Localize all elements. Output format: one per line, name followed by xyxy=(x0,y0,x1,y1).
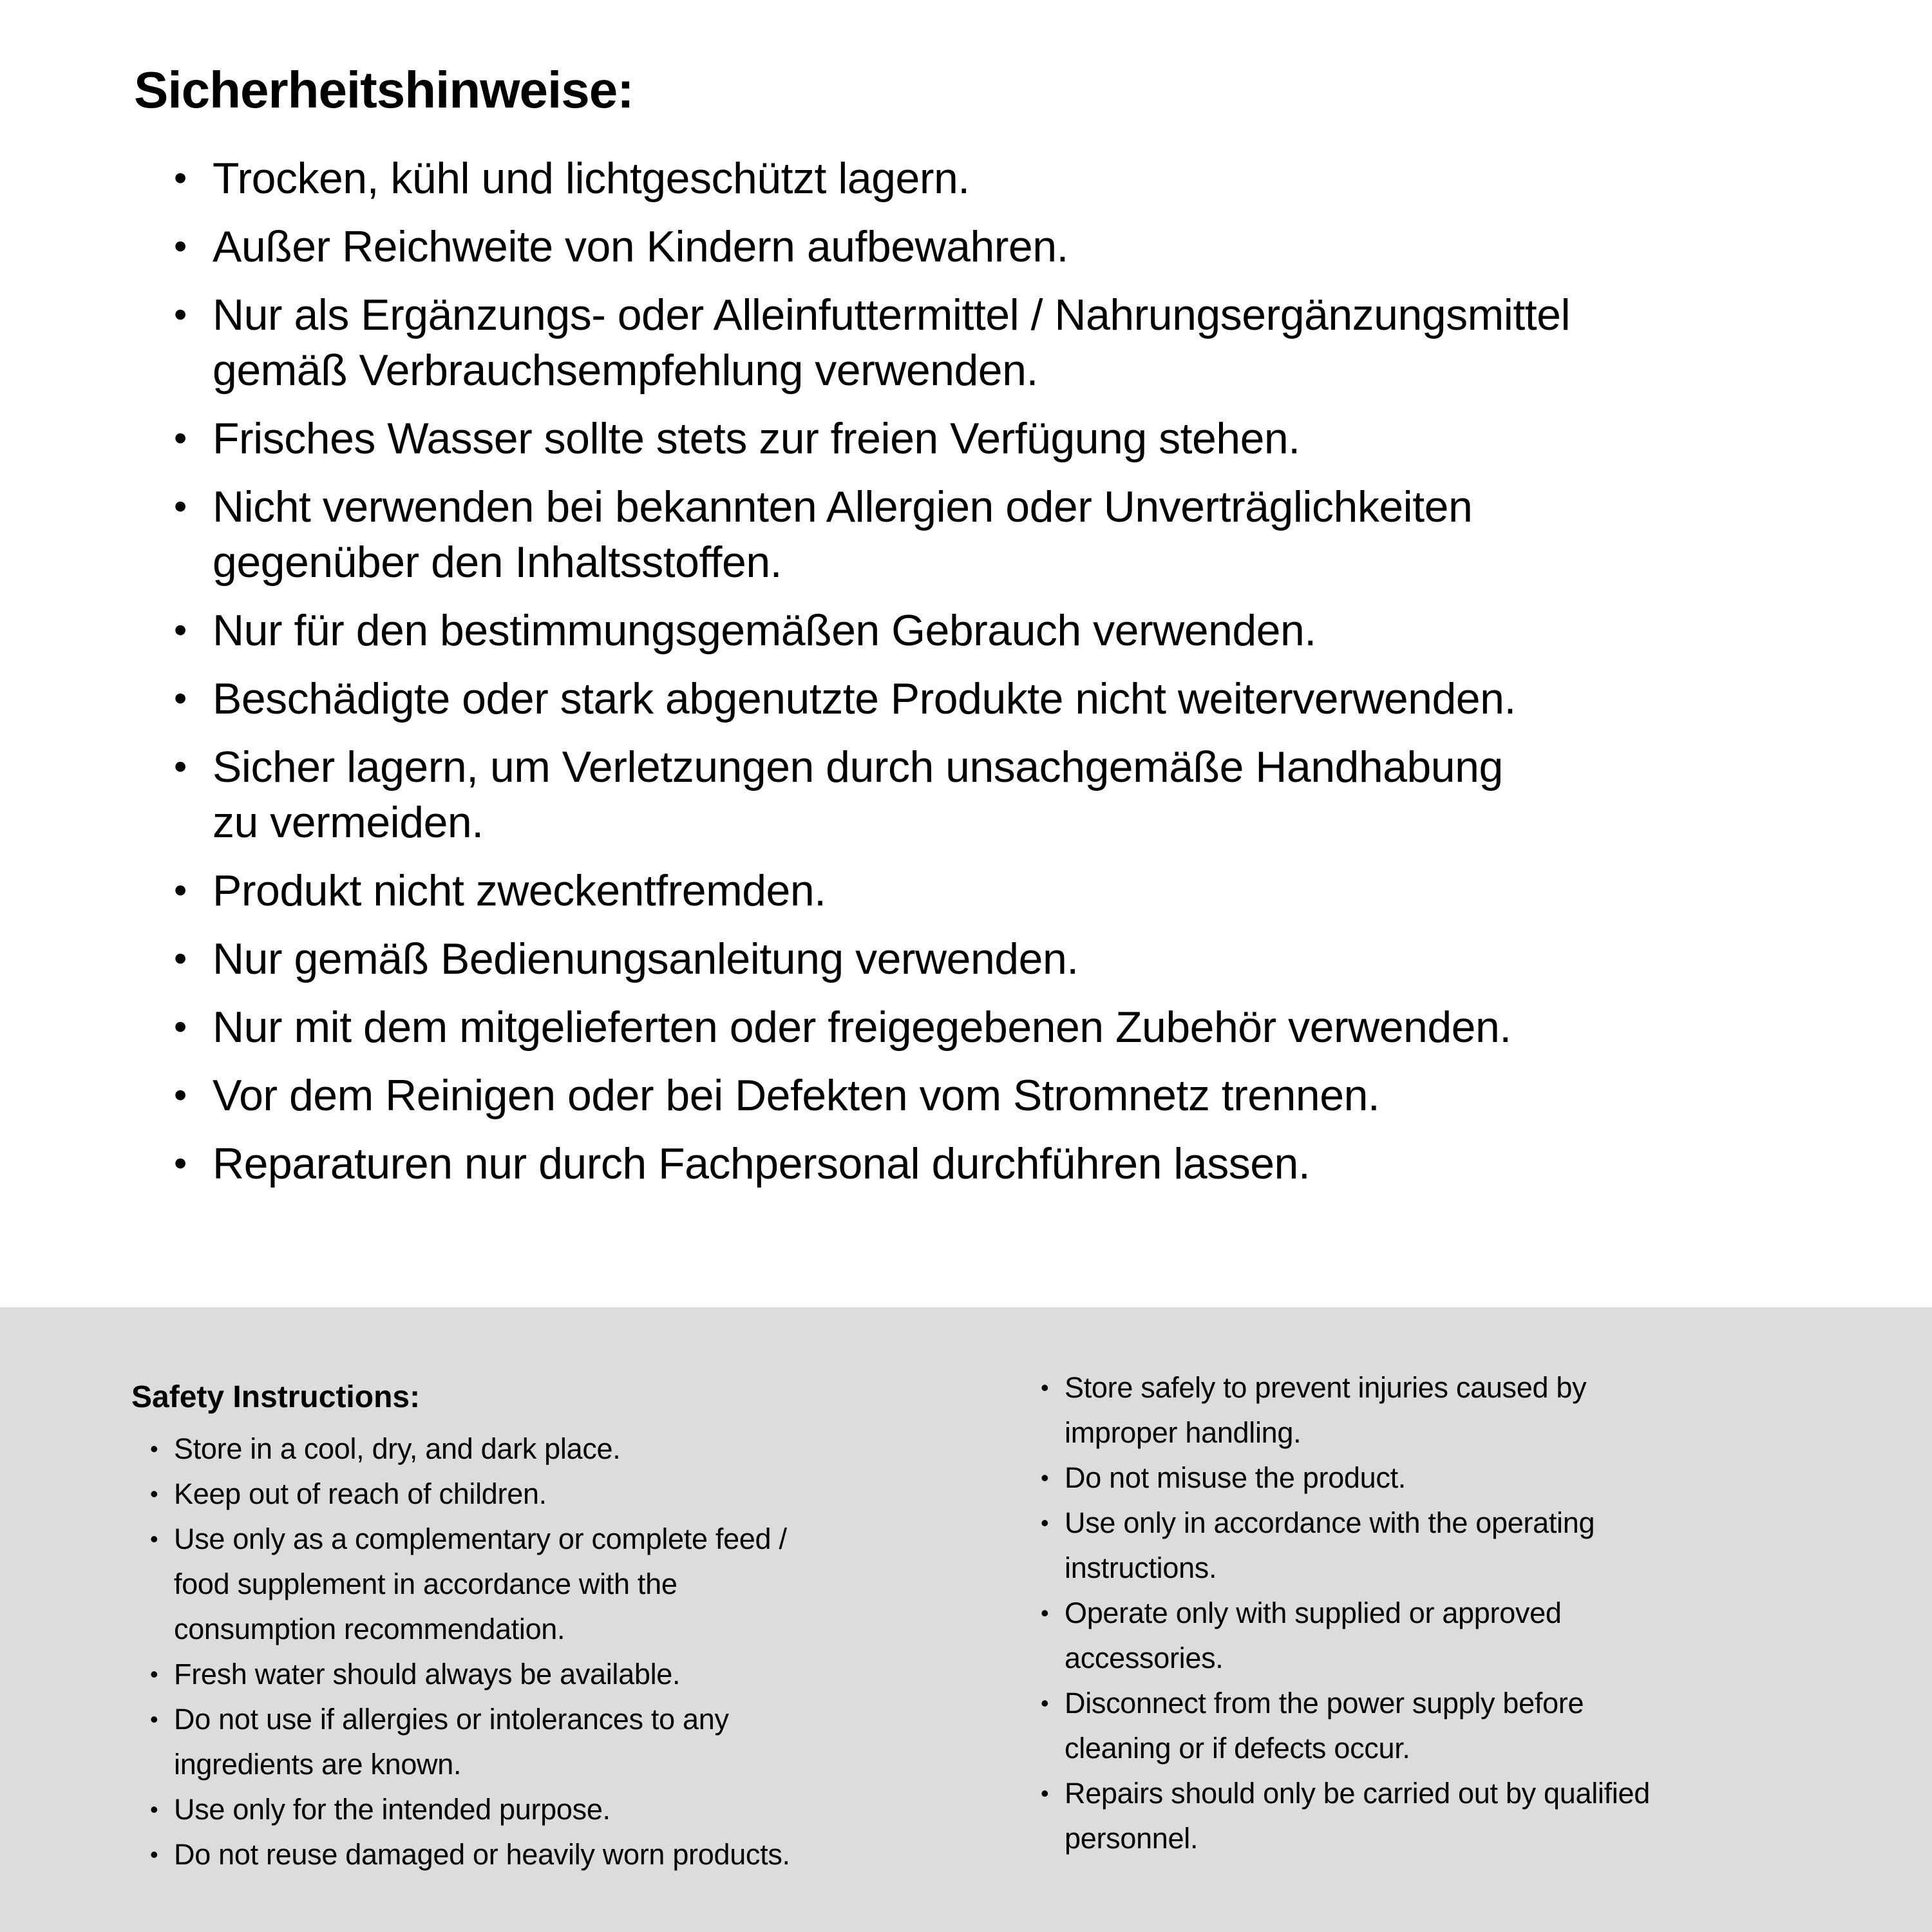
bullet-icon: • xyxy=(174,226,187,267)
bullet-icon: • xyxy=(174,678,187,719)
bullet-icon: • xyxy=(150,1661,158,1687)
list-item-line: Nicht verwenden bei bekannten Allergien oder Unverträglichkeiten xyxy=(213,482,1473,531)
list-item-line: Nur mit dem mitgelieferten oder freigegebenen Zubehör verwenden. xyxy=(213,1003,1511,1052)
list-item-line: food supplement in accordance with the xyxy=(174,1567,677,1600)
list-item xyxy=(134,671,1873,726)
list-item-line: Operate only with supplied or approved xyxy=(1065,1596,1562,1629)
list-item xyxy=(134,739,1873,850)
list-item-line: Use only for the intended purpose. xyxy=(174,1793,611,1826)
list-item-line: Fresh water should always be available. xyxy=(174,1658,681,1690)
bullet-icon: • xyxy=(1041,1374,1049,1401)
list-item xyxy=(131,1426,1020,1472)
list-item-line: personnel. xyxy=(1065,1822,1198,1855)
list-item xyxy=(1041,1681,1929,1771)
bullet-icon: • xyxy=(1041,1600,1049,1626)
list-item-line: gemäß Verbrauchsempfehlung verwenden. xyxy=(213,346,1038,395)
list-item xyxy=(131,1652,1020,1697)
list-item xyxy=(134,999,1873,1055)
list-item xyxy=(1041,1771,1929,1861)
list-item-line: cleaning or if defects occur. xyxy=(1065,1732,1410,1765)
bullet-icon: • xyxy=(174,294,187,336)
list-item-line: improper handling. xyxy=(1065,1416,1302,1449)
list-item-line: Store in a cool, dry, and dark place. xyxy=(174,1432,621,1465)
list-item-line: Use only in accordance with the operating xyxy=(1065,1506,1595,1539)
bullet-icon: • xyxy=(174,870,187,911)
list-item xyxy=(1041,1365,1929,1455)
bullet-icon: • xyxy=(174,610,187,651)
bullet-icon: • xyxy=(174,486,187,527)
list-item-line: Reparaturen nur durch Fachpersonal durchführen lassen. xyxy=(213,1139,1311,1188)
list-item-line: Do not reuse damaged or heavily worn products. xyxy=(174,1838,790,1871)
list-item-line: Nur als Ergänzungs- oder Alleinfuttermittel / Nahrungsergänzungsmittel xyxy=(213,290,1571,339)
list-item-line: gegenüber den Inhaltsstoffen. xyxy=(213,538,782,587)
english-left-column xyxy=(131,1375,1020,1877)
bullet-icon: • xyxy=(1041,1780,1049,1806)
list-item-line: Trocken, kühl und lichtgeschützt lagern. xyxy=(213,154,970,203)
list-item xyxy=(131,1787,1020,1832)
bullet-icon: • xyxy=(174,418,187,459)
list-item xyxy=(131,1832,1020,1877)
list-item xyxy=(134,479,1873,590)
list-item xyxy=(134,411,1873,466)
list-item xyxy=(134,1068,1873,1123)
list-item-line: Repairs should only be carried out by qualified xyxy=(1065,1777,1650,1810)
bullet-icon: • xyxy=(1041,1464,1049,1491)
list-item xyxy=(131,1472,1020,1517)
bullet-icon: • xyxy=(150,1796,158,1823)
list-item-line: Store safely to prevent injuries caused by xyxy=(1065,1371,1587,1404)
english-safety-band xyxy=(0,1307,1932,1932)
bullet-icon: • xyxy=(1041,1690,1049,1716)
list-item xyxy=(134,151,1873,206)
bullet-icon: • xyxy=(150,1526,158,1552)
list-item xyxy=(131,1517,1020,1652)
bullet-icon: • xyxy=(174,158,187,199)
list-item-line: accessories. xyxy=(1065,1642,1224,1674)
list-item xyxy=(134,287,1873,398)
bullet-icon: • xyxy=(150,1841,158,1868)
german-bullet-list xyxy=(134,151,1873,1191)
list-item-line: Vor dem Reinigen oder bei Defekten vom Stromnetz trennen. xyxy=(213,1071,1380,1120)
list-item-line: Do not misuse the product. xyxy=(1065,1461,1406,1494)
list-item-line: Disconnect from the power supply before xyxy=(1065,1687,1584,1719)
bullet-icon: • xyxy=(174,1007,187,1048)
list-item xyxy=(134,931,1873,987)
list-item-line: consumption recommendation. xyxy=(174,1613,565,1645)
list-item xyxy=(134,863,1873,918)
list-item xyxy=(134,603,1873,658)
list-item-line: Sicher lagern, um Verletzungen durch unsachgemäße Handhabung xyxy=(213,743,1503,791)
list-item-line: Nur gemäß Bedienungsanleitung verwenden. xyxy=(213,934,1079,983)
list-item xyxy=(134,219,1873,274)
list-item-line: instructions. xyxy=(1065,1551,1217,1584)
list-item-line: Keep out of reach of children. xyxy=(174,1477,547,1510)
list-item-line: Beschädigte oder stark abgenutzte Produkte nicht weiterverwenden. xyxy=(213,674,1516,723)
bullet-icon: • xyxy=(150,1435,158,1462)
english-right-column xyxy=(1041,1365,1929,1861)
list-item-line: Außer Reichweite von Kindern aufbewahren. xyxy=(213,222,1068,271)
bullet-icon: • xyxy=(174,746,187,788)
bullet-icon: • xyxy=(1041,1510,1049,1536)
list-item xyxy=(1041,1501,1929,1591)
bullet-icon: • xyxy=(174,1143,187,1184)
list-item xyxy=(131,1697,1020,1787)
list-item-line: Do not use if allergies or intolerances to any xyxy=(174,1703,729,1736)
list-item-line: ingredients are known. xyxy=(174,1748,462,1781)
bullet-icon: • xyxy=(150,1481,158,1507)
list-item xyxy=(134,1136,1873,1191)
list-item-line: Frisches Wasser sollte stets zur freien Verfügung stehen. xyxy=(213,414,1300,463)
bullet-icon: • xyxy=(174,1075,187,1116)
bullet-icon: • xyxy=(150,1706,158,1732)
list-item xyxy=(1041,1455,1929,1501)
bullet-icon: • xyxy=(174,938,187,980)
list-item-line: zu vermeiden. xyxy=(213,798,484,847)
list-item xyxy=(1041,1591,1929,1681)
list-item-line: Nur für den bestimmungsgemäßen Gebrauch verwenden. xyxy=(213,606,1316,655)
list-item-line: Produkt nicht zweckentfremden. xyxy=(213,866,826,915)
english-heading: Safety Instructions: xyxy=(131,1380,421,1414)
list-item-line: Use only as a complementary or complete feed / xyxy=(174,1522,787,1555)
german-title: Sicherheitshinweise: xyxy=(134,61,634,118)
german-safety-section xyxy=(134,62,1873,1204)
